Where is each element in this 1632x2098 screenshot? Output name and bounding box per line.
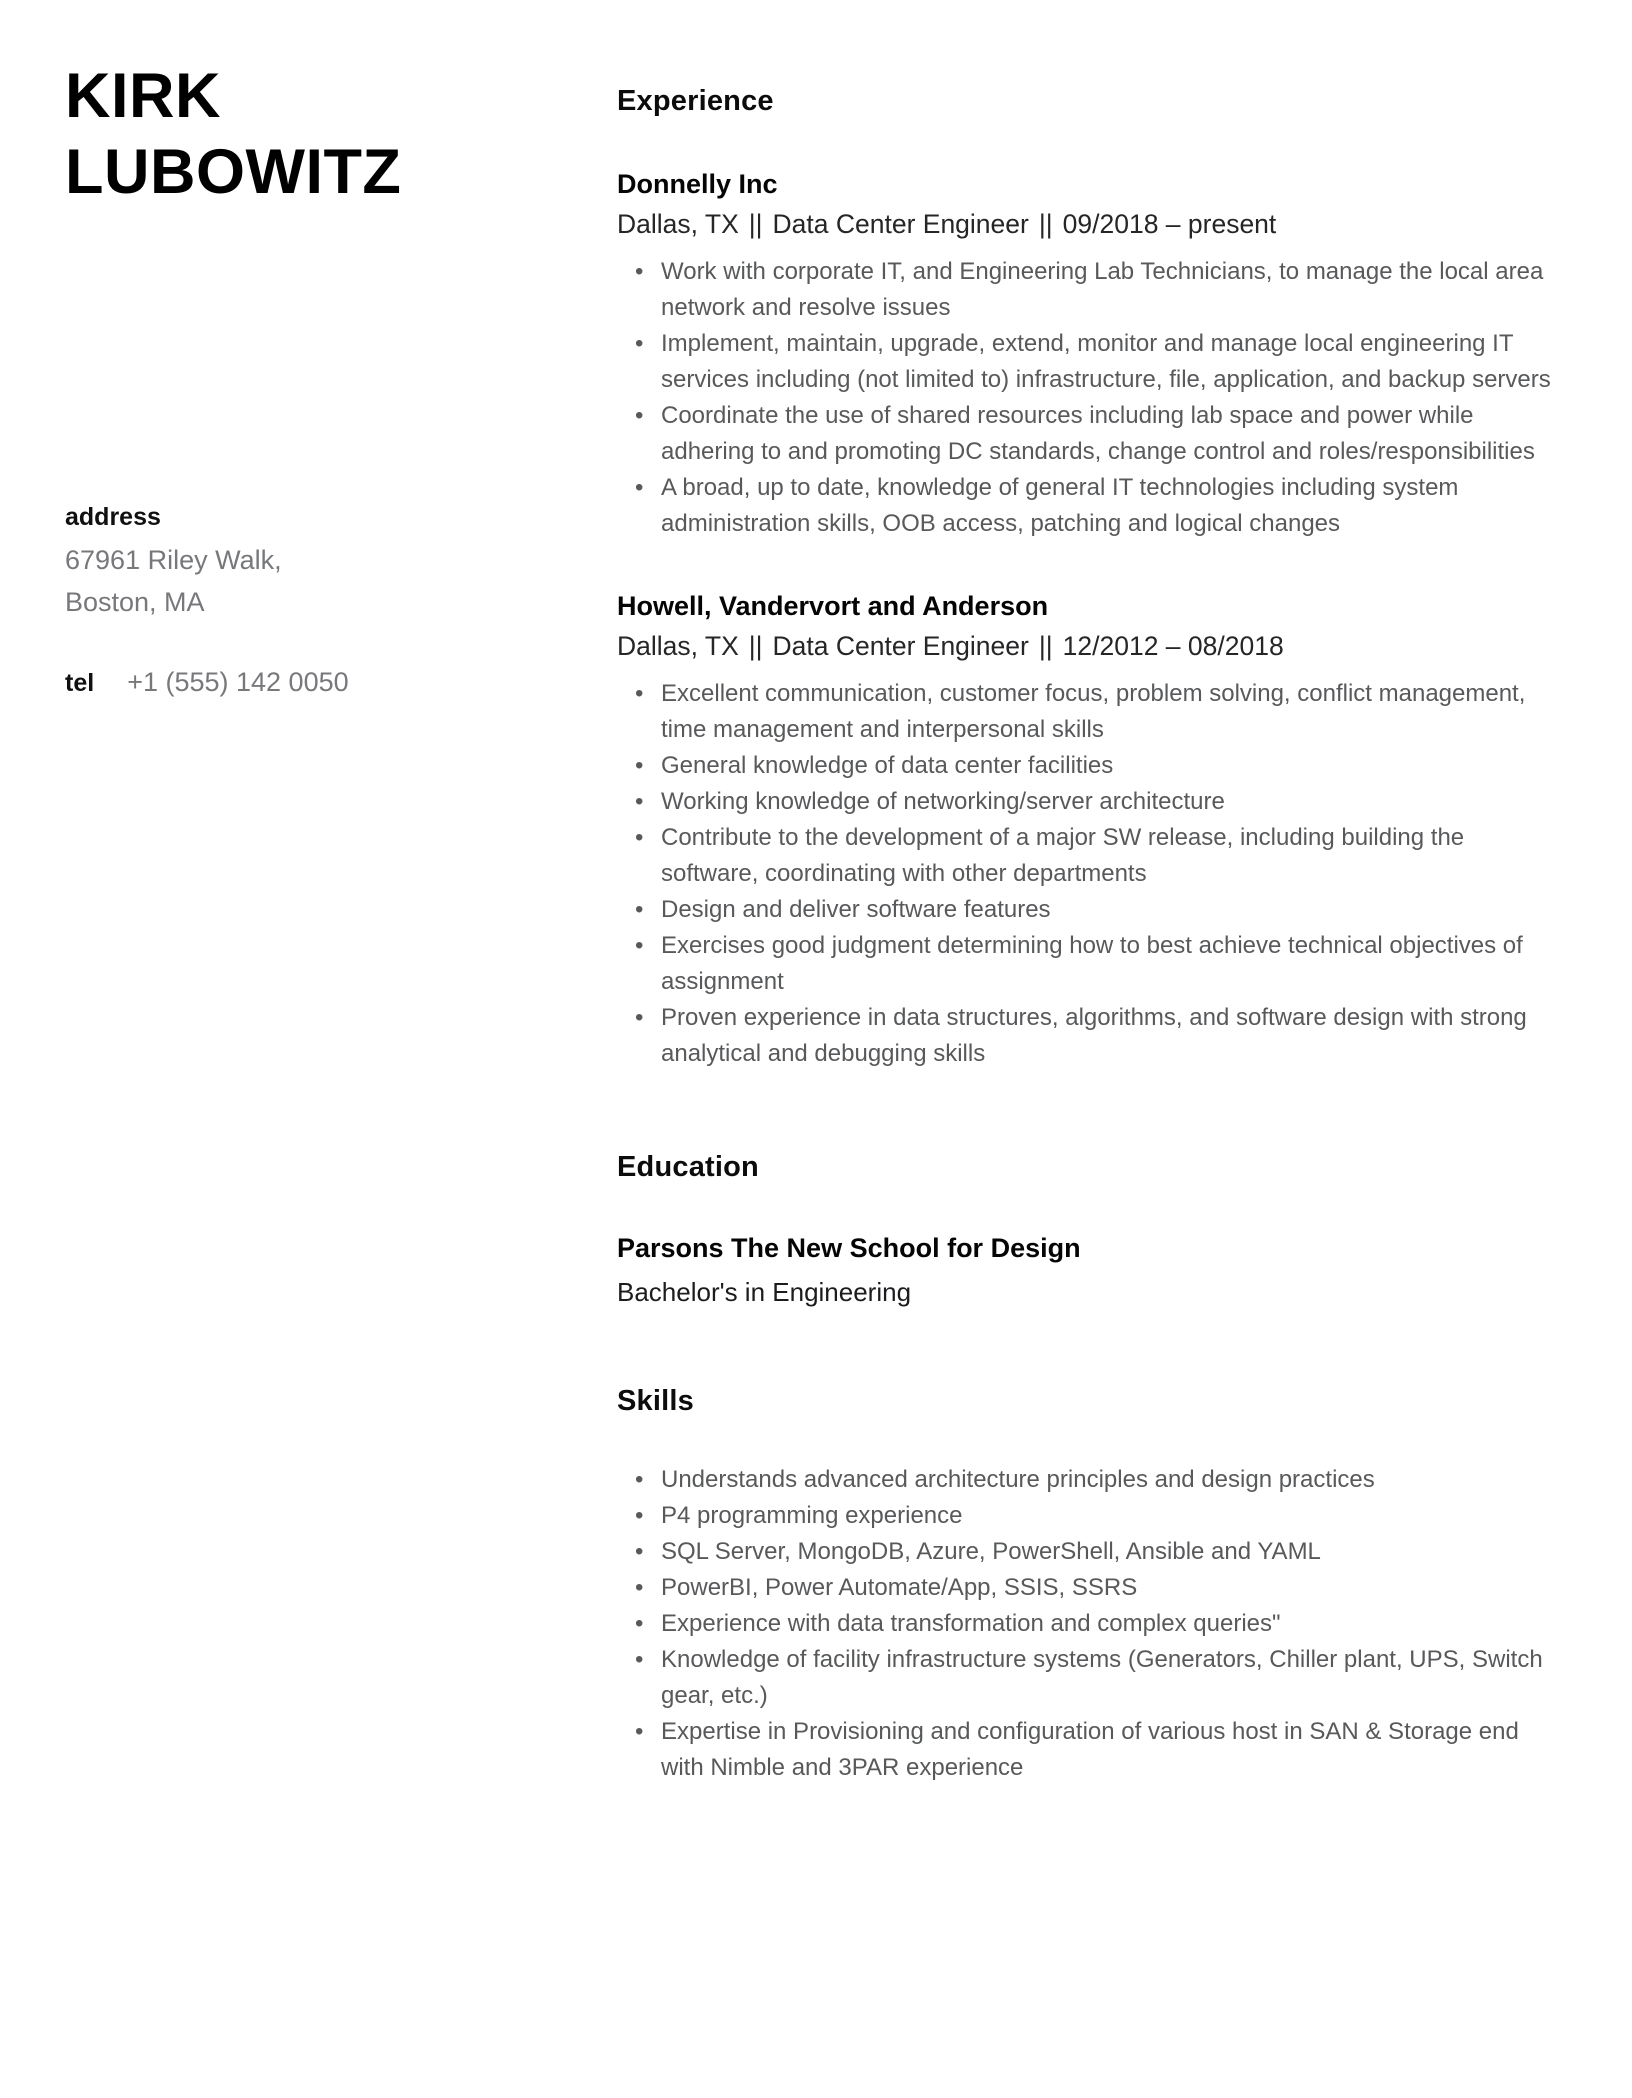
bullet-item: • Working knowledge of networking/server architecture (661, 784, 1567, 820)
job-role: Data Center Engineer (772, 631, 1029, 661)
meta-separator: || (748, 631, 763, 661)
meta-separator: || (1038, 631, 1053, 661)
address-line-1: 67961 Riley Walk, (65, 545, 282, 575)
contact-block (65, 500, 545, 700)
bullet-item: • SQL Server, MongoDB, Azure, PowerShell, Ansible and YAML (661, 1534, 1567, 1570)
job-company: Donnelly Inc (617, 169, 778, 199)
person-name (65, 58, 545, 210)
bullet-item: • P4 programming experience (661, 1498, 1567, 1534)
bullet-item: • Excellent communication, customer focus, problem solving, conflict management, time management and interpersonal skills (661, 676, 1567, 748)
bullet-item: • Expertise in Provisioning and configuration of various host in SAN & Storage end with Nimble and 3PAR experience (661, 1714, 1567, 1786)
tel-label: tel (65, 669, 95, 697)
bullet-item: • PowerBI, Power Automate/App, SSIS, SSRS (661, 1570, 1567, 1606)
job-meta (617, 630, 1567, 662)
bullet-item: • Work with corporate IT, and Engineering Lab Technicians, to manage the local area network and resolve issues (661, 254, 1567, 326)
resume-sidebar (65, 58, 545, 700)
person-first-name: KIRK (65, 61, 221, 131)
bullet-item: • General knowledge of data center facilities (661, 748, 1567, 784)
address-label: address (65, 503, 161, 531)
meta-separator: || (1038, 209, 1053, 239)
bullet-item: • Contribute to the development of a major SW release, including building the software, coordinating with other departments (661, 820, 1567, 892)
resume-main (617, 84, 1567, 1786)
bullet-item: • Design and deliver software features (661, 892, 1567, 928)
bullet-item: • Knowledge of facility infrastructure systems (Generators, Chiller plant, UPS, Switch gear, etc.) (661, 1642, 1567, 1714)
bullet-item: • Coordinate the use of shared resources including lab space and power while adhering to and promoting DC standards, change control and roles/responsibilities (661, 398, 1567, 470)
bullet-item: • Implement, maintain, upgrade, extend, monitor and manage local engineering IT services including (not limited to) infrastructure, file, application, and backup servers (661, 326, 1567, 398)
bullet-item: • A broad, up to date, knowledge of general IT technologies including system administration skills, OOB access, patching and logical changes (661, 470, 1567, 542)
job-company: Howell, Vandervort and Anderson (617, 591, 1049, 621)
job-dates: 09/2018 – present (1062, 209, 1277, 239)
bullet-item: • Exercises good judgment determining how to best achieve technical objectives of assignment (661, 928, 1567, 1000)
job-meta (617, 208, 1567, 240)
bullet-item: • Proven experience in data structures, algorithms, and software design with strong analytical and debugging skills (661, 1000, 1567, 1072)
education-heading: Education (617, 1151, 759, 1183)
tel-row (65, 665, 545, 700)
job-bullet-list (617, 676, 1567, 1072)
skills-bullet-list (617, 1462, 1567, 1786)
education-school: Parsons The New School for Design (617, 1233, 1081, 1263)
bullet-item: • Experience with data transformation and complex queries" (661, 1606, 1567, 1642)
job-entry (617, 590, 1567, 1072)
skills-heading: Skills (617, 1385, 694, 1417)
person-last-name: LUBOWITZ (65, 137, 402, 207)
education-degree: Bachelor's in Engineering (617, 1277, 912, 1307)
job-role: Data Center Engineer (772, 209, 1029, 239)
tel-value: +1 (555) 142 0050 (127, 667, 349, 697)
meta-separator: || (748, 209, 763, 239)
job-location: Dallas, TX (617, 209, 739, 239)
job-dates: 12/2012 – 08/2018 (1062, 631, 1284, 661)
address-line-2: Boston, MA (65, 587, 205, 617)
job-bullet-list (617, 254, 1567, 542)
bullet-item: • Understands advanced architecture principles and design practices (661, 1462, 1567, 1498)
job-location: Dallas, TX (617, 631, 739, 661)
experience-heading: Experience (617, 85, 774, 117)
job-entry (617, 168, 1567, 542)
